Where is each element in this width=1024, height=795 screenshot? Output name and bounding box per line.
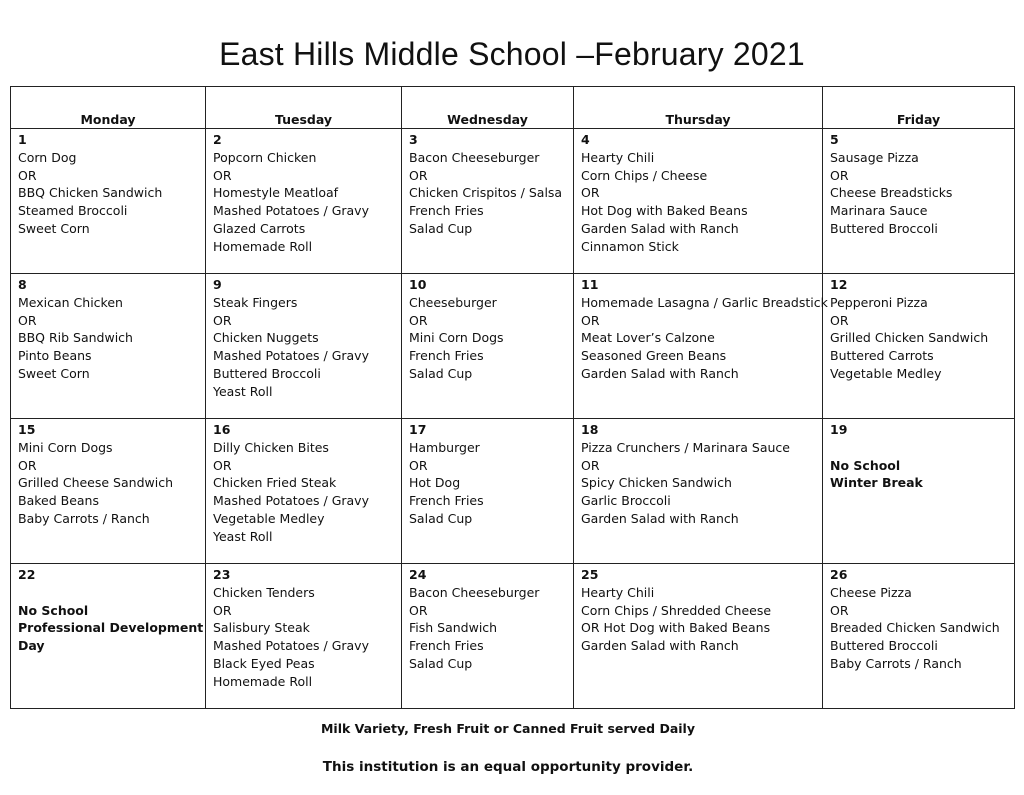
menu-item: Homemade Roll bbox=[213, 673, 313, 689]
menu-item: Homemade Roll bbox=[213, 238, 313, 254]
header-wednesday: Wednesday bbox=[402, 87, 574, 129]
menu-item: Steak Fingers bbox=[213, 294, 298, 310]
menu-item: Buttered Broccoli bbox=[830, 220, 938, 236]
day-cell bbox=[11, 419, 206, 564]
menu-item: Mashed Potatoes / Gravy bbox=[213, 348, 369, 364]
menu-item: Vegetable Medley bbox=[830, 365, 942, 381]
menu-item: Bacon Cheeseburger bbox=[409, 584, 540, 600]
menu-item: OR bbox=[18, 167, 37, 183]
menu-item: Pinto Beans bbox=[18, 348, 92, 364]
menu-item: French Fries bbox=[409, 493, 484, 509]
menu-item: Bacon Cheeseburger bbox=[409, 149, 540, 165]
menu-item: Garden Salad with Ranch bbox=[581, 510, 739, 526]
menu-item: Chicken Crispitos / Salsa bbox=[409, 185, 563, 201]
day-cell bbox=[823, 564, 1015, 709]
footer-daily-note: Milk Variety, Fresh Fruit or Canned Fruit served Daily bbox=[320, 721, 695, 736]
menu-item: Chicken Fried Steak bbox=[213, 475, 337, 491]
header-thursday: Thursday bbox=[574, 87, 823, 129]
day-cell bbox=[574, 274, 828, 419]
day-cell bbox=[823, 274, 1015, 419]
menu-item: OR bbox=[409, 457, 428, 473]
menu-item: Sweet Corn bbox=[18, 365, 90, 381]
menu-item: OR bbox=[213, 602, 232, 618]
menu-item: Chicken Tenders bbox=[213, 584, 315, 600]
day-cell bbox=[402, 564, 574, 709]
menu-item: Breaded Chicken Sandwich bbox=[830, 620, 1000, 636]
menu-item: Baked Beans bbox=[18, 493, 99, 509]
day-cell bbox=[574, 564, 823, 709]
menu-item: Hot Dog bbox=[409, 475, 461, 491]
menu-item: Salisbury Steak bbox=[213, 620, 310, 636]
menu-item: Buttered Broccoli bbox=[213, 365, 321, 381]
menu-item: Mashed Potatoes / Gravy bbox=[213, 638, 369, 654]
day-number: 5 bbox=[830, 132, 839, 147]
menu-item: Popcorn Chicken bbox=[213, 149, 317, 165]
day-number: 10 bbox=[409, 277, 427, 292]
menu-item: Mashed Potatoes / Gravy bbox=[213, 493, 369, 509]
day-number: 23 bbox=[213, 567, 231, 582]
menu-item: Salad Cup bbox=[409, 365, 473, 381]
menu-item: Mexican Chicken bbox=[18, 294, 123, 310]
day-cell bbox=[206, 564, 402, 709]
menu-item: Baby Carrots / Ranch bbox=[830, 655, 962, 671]
menu-item: Spicy Chicken Sandwich bbox=[581, 475, 732, 491]
menu-item: OR bbox=[830, 167, 849, 183]
menu-item: Homemade Lasagna / Garlic Breadstick bbox=[581, 294, 828, 310]
day-number: 25 bbox=[581, 567, 599, 582]
menu-item: Dilly Chicken Bites bbox=[213, 439, 329, 455]
footer-equal-opportunity: This institution is an equal opportunity provider. bbox=[322, 759, 694, 775]
menu-item: Hearty Chili bbox=[581, 584, 655, 600]
day-number: 19 bbox=[830, 422, 848, 437]
day-cell bbox=[574, 129, 823, 274]
day-cell bbox=[823, 129, 1015, 274]
menu-item: Cheese Pizza bbox=[830, 584, 912, 600]
menu-item: OR bbox=[409, 602, 428, 618]
menu-item: Yeast Roll bbox=[213, 383, 273, 399]
menu-item: OR bbox=[581, 312, 600, 328]
menu-item: Garden Salad with Ranch bbox=[581, 638, 739, 654]
menu-item: Corn Dog bbox=[18, 149, 77, 165]
day-cell bbox=[402, 419, 574, 564]
menu-item: OR bbox=[213, 457, 232, 473]
menu-item: Homestyle Meatloaf bbox=[213, 185, 339, 201]
menu-item: French Fries bbox=[409, 348, 484, 364]
menu-item: Hot Dog with Baked Beans bbox=[581, 203, 748, 219]
menu-item: Marinara Sauce bbox=[830, 203, 928, 219]
day-number: 24 bbox=[409, 567, 427, 582]
menu-item: Salad Cup bbox=[409, 220, 473, 236]
menu-item: OR bbox=[18, 312, 37, 328]
day-cell bbox=[823, 419, 1015, 564]
day-number: 8 bbox=[18, 277, 27, 292]
week-row bbox=[11, 129, 1015, 274]
menu-item: Black Eyed Peas bbox=[213, 655, 315, 671]
day-cell bbox=[574, 419, 823, 564]
day-cell bbox=[402, 274, 574, 419]
menu-item: Salad Cup bbox=[409, 510, 473, 526]
day-cell bbox=[11, 274, 206, 419]
closure-note: Professional Development bbox=[18, 620, 204, 636]
menu-item: French Fries bbox=[409, 638, 484, 654]
menu-item: Mini Corn Dogs bbox=[18, 439, 113, 455]
day-number: 4 bbox=[581, 132, 590, 147]
menu-item: OR bbox=[409, 167, 428, 183]
day-number: 22 bbox=[18, 567, 36, 582]
menu-item: Hamburger bbox=[409, 439, 480, 455]
header-friday: Friday bbox=[823, 87, 1015, 129]
menu-item: Grilled Chicken Sandwich bbox=[830, 330, 989, 346]
week-row bbox=[11, 274, 1015, 419]
day-number: 3 bbox=[409, 132, 418, 147]
closure-note: No School bbox=[18, 602, 89, 618]
day-cell bbox=[206, 419, 402, 564]
menu-item: Baby Carrots / Ranch bbox=[18, 510, 150, 526]
menu-item: OR bbox=[18, 457, 37, 473]
header-tuesday: Tuesday bbox=[206, 87, 402, 129]
menu-item: OR bbox=[830, 312, 849, 328]
menu-item: Meat Lover’s Calzone bbox=[581, 330, 715, 346]
menu-item: Yeast Roll bbox=[213, 528, 273, 544]
menu-item: BBQ Chicken Sandwich bbox=[18, 185, 163, 201]
menu-item: Pepperoni Pizza bbox=[830, 294, 928, 310]
closure-note: Winter Break bbox=[830, 475, 923, 491]
closure-note: No School bbox=[830, 457, 901, 473]
menu-item: Corn Chips / Cheese bbox=[581, 167, 708, 183]
menu-item: Fish Sandwich bbox=[409, 620, 498, 636]
day-cell bbox=[11, 564, 206, 709]
menu-item: Chicken Nuggets bbox=[213, 330, 319, 346]
menu-item: Salad Cup bbox=[409, 655, 473, 671]
day-number: 18 bbox=[581, 422, 599, 437]
day-number: 9 bbox=[213, 277, 222, 292]
menu-item: Steamed Broccoli bbox=[18, 203, 128, 219]
menu-item: OR bbox=[581, 185, 600, 201]
header-monday: Monday bbox=[11, 87, 206, 129]
menu-item: OR Hot Dog with Baked Beans bbox=[581, 620, 771, 636]
menu-item: Mashed Potatoes / Gravy bbox=[213, 203, 369, 219]
menu-item: Sausage Pizza bbox=[830, 149, 919, 165]
day-cell bbox=[402, 129, 574, 274]
menu-item: OR bbox=[213, 312, 232, 328]
closure-note: Day bbox=[18, 638, 45, 654]
week-row bbox=[11, 564, 1015, 709]
day-number: 1 bbox=[18, 132, 27, 147]
week-row bbox=[11, 419, 1015, 564]
day-number: 2 bbox=[213, 132, 222, 147]
menu-item: OR bbox=[213, 167, 232, 183]
menu-calendar bbox=[10, 86, 1015, 709]
menu-item: Garden Salad with Ranch bbox=[581, 365, 739, 381]
spacer bbox=[830, 439, 1014, 457]
menu-item: Cheeseburger bbox=[409, 294, 497, 310]
day-number: 12 bbox=[830, 277, 848, 292]
menu-item: Hearty Chili bbox=[581, 149, 655, 165]
day-number: 16 bbox=[213, 422, 231, 437]
menu-item: French Fries bbox=[409, 203, 484, 219]
weekday-header-row bbox=[11, 87, 1015, 129]
menu-item: Grilled Cheese Sandwich bbox=[18, 475, 173, 491]
spacer bbox=[18, 584, 205, 602]
page-title: East Hills Middle School –February 2021 bbox=[219, 36, 805, 72]
day-number: 26 bbox=[830, 567, 848, 582]
menu-item: OR bbox=[830, 602, 849, 618]
menu-item: Glazed Carrots bbox=[213, 220, 306, 236]
menu-item: Garden Salad with Ranch bbox=[581, 220, 739, 236]
menu-item: Seasoned Green Beans bbox=[581, 348, 727, 364]
menu-item: Cheese Breadsticks bbox=[830, 185, 953, 201]
day-number: 17 bbox=[409, 422, 427, 437]
day-number: 11 bbox=[581, 277, 599, 292]
menu-item: OR bbox=[581, 457, 600, 473]
day-cell bbox=[11, 129, 206, 274]
menu-item: Buttered Carrots bbox=[830, 348, 934, 364]
menu-item: Mini Corn Dogs bbox=[409, 330, 504, 346]
menu-item: BBQ Rib Sandwich bbox=[18, 330, 133, 346]
menu-item: Garlic Broccoli bbox=[581, 493, 671, 509]
menu-item: Corn Chips / Shredded Cheese bbox=[581, 602, 772, 618]
day-cell bbox=[206, 129, 402, 274]
day-cell bbox=[206, 274, 402, 419]
menu-item: Vegetable Medley bbox=[213, 510, 325, 526]
menu-item: Sweet Corn bbox=[18, 220, 90, 236]
menu-item: Cinnamon Stick bbox=[581, 238, 679, 254]
menu-item: Pizza Crunchers / Marinara Sauce bbox=[581, 439, 790, 455]
menu-item: Buttered Broccoli bbox=[830, 638, 938, 654]
day-number: 15 bbox=[18, 422, 36, 437]
menu-item: OR bbox=[409, 312, 428, 328]
